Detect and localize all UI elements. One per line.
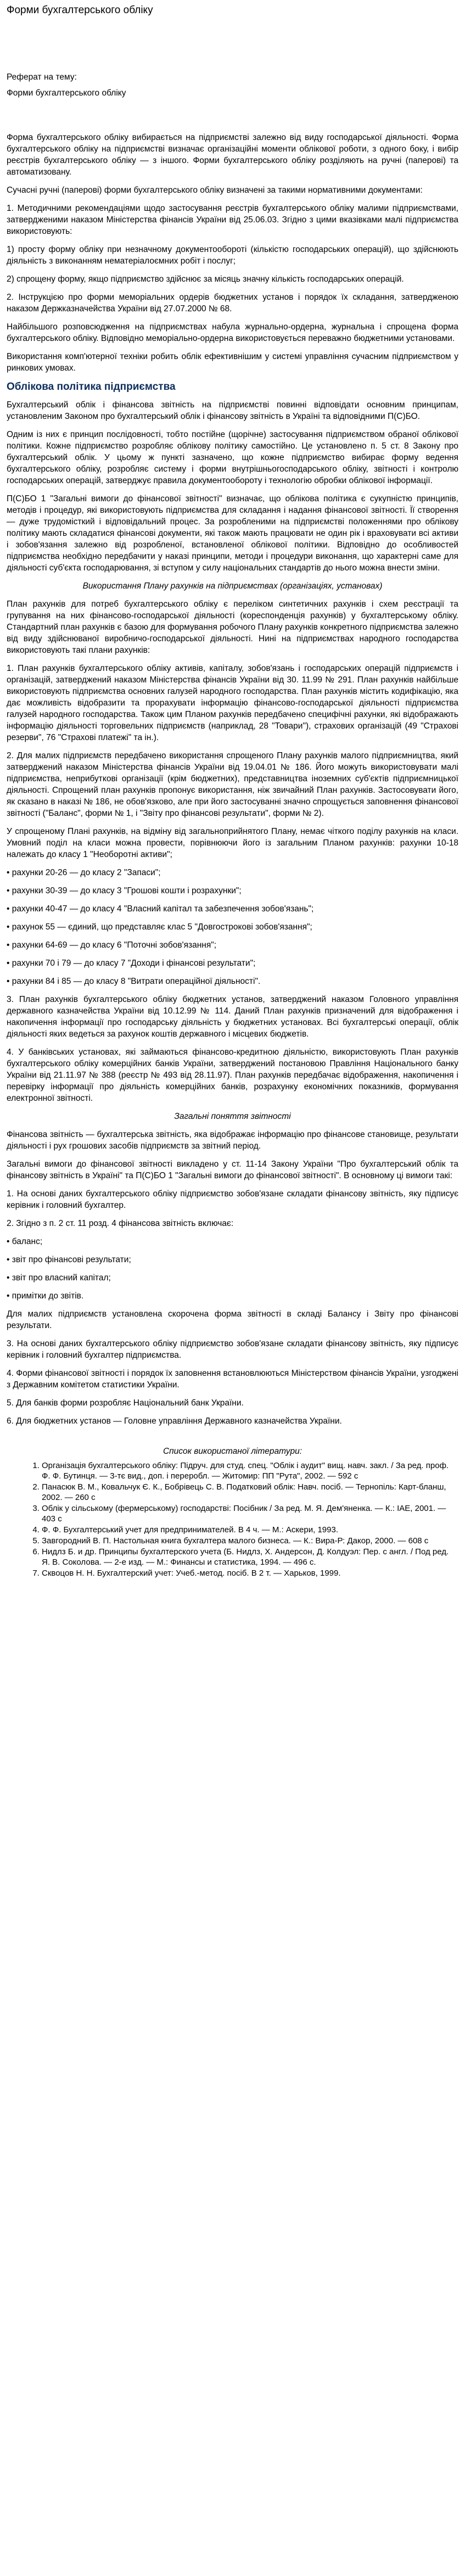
reference-item: 2. Панасюк В. М., Ковальчук Є. К., Бобрівець С. В. Податковий облік: Навч. посіб. — Тернопіль: Карт-бланш, 2002. — 260 с xyxy=(42,1482,458,1503)
paragraph: Загальні вимоги до фінансової звітності викладено у ст. 11-14 Закону України "Про бухгалтерський облік та фінансову звітність в Україні" та П(С)БО 1 "Загальні вимоги до фінансової звітності". В основному ці вимоги такі: xyxy=(7,1160,458,1180)
reference-item: 3. Облік у сільському (фермерському) господарстві: Посібник / За ред. М. Я. Дем'яненка. — К.: ІАЕ, 2001. — 403 с xyxy=(42,1503,458,1524)
document-page xyxy=(0,3,465,1590)
list-item: • рахунки 40-47 — до класу 4 "Власний капітал та забезпечення зобов'язань"; xyxy=(7,903,458,915)
paragraph: Фінансова звітність — бухгалтерська звітність, яка відображає інформацію про фінансове становище, результати діяльності і рух грошових засобів підприємств за звітний період. xyxy=(7,1130,458,1151)
list-item: • звіт про власний капітал; xyxy=(7,1272,458,1284)
report-components-list xyxy=(7,1236,458,1302)
references-heading: Список використаної літератури: xyxy=(163,1447,302,1456)
paragraph: П(С)БО 1 "Загальні вимоги до фінансової звітності" визначає, що облікова політика є сукупністю принципів, методів і процедур, які використовують підприємства для складання і надання фінансової звітності. Її створення — дуже трудомісткий і відповідальний процес. За розробленими на підприємстві положеннями про облікову політику мають складатися фінансові документи, які також мають працювати не один рік і враховувати всі активи і зобов'язання залежно від розробленої, встановленої облікової політики. Відповідно до особливостей підприємства необхідно передбачити у наказі принципи, методи і процедури виконання, що характерні саме для діяльності суб'єкта господарювання, зі вступом у силу національних стандартів до нього можна внести зміни. xyxy=(7,494,458,573)
paragraph: Сучасні ручні (паперові) форми бухгалтерського обліку визначені за такими нормативними документами: xyxy=(7,186,423,195)
intro-section xyxy=(7,132,458,374)
paragraph: 3. На основі даних бухгалтерського обліку підприємство зобов'язане складати фінансову звітність, яку підписує керівник і головний бухгалтер підприємства. xyxy=(7,1339,458,1360)
references-list xyxy=(7,1460,458,1578)
section-heading: Облікова політика підприємства xyxy=(7,381,176,393)
reference-item: 4. Ф. Ф. Бухгалтерський учет для предпринимателей. В 4 ч. — М.: Аскери, 1993. xyxy=(42,1525,458,1535)
chart-of-accounts-section xyxy=(7,598,458,1104)
paragraph: 6. Для бюджетних установ — Головне управління Державного казначейства України. xyxy=(7,1416,342,1426)
paragraph: 2. Інструкцією про форми меморіальних ордерів бюджетних установ і порядок їх складання, затвердженою наказом Держказначейства України від 27.07.2000 № 68. xyxy=(7,293,458,313)
paragraph: 5. Для банків форми розробляє Національний банк України. xyxy=(7,1398,244,1408)
list-item: • рахунок 55 — єдиний, що представляє клас 5 "Довгострокові зобов'язання"; xyxy=(7,921,458,933)
list-item: • рахунки 64-69 — до класу 6 "Поточні зобов'язання"; xyxy=(7,939,458,951)
paragraph: 1. План рахунків бухгалтерського обліку активів, капіталу, зобов'язань і господарських операцій підприємств і організацій, затверджений наказом Міністерства фінансів України від 30. 11.99 № 291. План рахунків найбільше використовують підприємства основних галузей народного господарства. План рахунків містить кодифікацію, яка дає можливість відобразити та прорахувати інформацію фінансово-господарської діяльності підприємства галузей народного господарства. Також цим Планом рахунків передбачено специфічні рахунки, які відображають інформацію діяльності торговельних підприємств (наприклад, 28 "Товари"), страхових організацій (49 "Страхові резерви", 76 "Страхові платежі" та ін.). xyxy=(7,664,458,742)
paragraph: Бухгалтерський облік і фінансова звітність на підприємстві повинні відповідати основним принципам, установленим Законом про бухгалтерський облік і фінансову звітність в Україні та відповідними П(С)БО. xyxy=(7,400,458,421)
reference-item: 6. Нидлз Б. и др. Принципы бухгалтерского учета (Б. Нидлз, Х. Андерсон, Д. Колдуэл: Пер. с англ. / Под ред. Я. В. Соколова. — 2-е изд. — М.: Финансы и статистика, 1994. — 496 с. xyxy=(42,1547,458,1567)
paragraph: 2. Згідно з п. 2 ст. 11 розд. 4 фінансова звітність включає: xyxy=(7,1219,234,1228)
subheading-reporting: Загальні поняття звітності xyxy=(174,1112,291,1121)
list-item: • баланс; xyxy=(7,1236,458,1247)
paragraph: 4. У банківських установах, які займаються фінансово-кредитною діяльністю, використовують План рахунків бухгалтерського обліку комерційних банків України, затверджений постановою Правління Національного банку України від 21.11.97 № 388 (реєстр № 493 від 28.11.97). План рахунків передбачає відображення, накопичення і перевірку інформації про діяльність комерційних банків, розрахунку економічних показників, формування електронної звітності. xyxy=(7,1048,458,1103)
paragraph: 3. План рахунків бухгалтерського обліку бюджетних установ, затверджений наказом Головного управління державного казначейства України від 10.12.99 № 114. Даний План рахунків призначений для відображення і накопичення інформації про господарську діяльність у бюджетних установах. Всі бухгалтерські операції, облік діяльності яких ведеться за рахунок коштів державного і місцевих бюджетів. xyxy=(7,995,458,1039)
paragraph: Форма бухгалтерського обліку вибирається на підприємстві залежно від виду господарської діяльності. Форма бухгалтерського обліку на підприємстві визначає організаційні моменти облікової роботи, з одного боку, і вибір реєстрів бухгалтерського обліку — з іншого. Форми бухгалтерського обліку розділяють на ручні (паперові) та автоматизовану. xyxy=(7,133,458,177)
reference-item: 7. Сквоцов Н. Н. Бухгалтерский учет: Учеб.-метод. посіб. В 2 т. — Харьков, 1999. xyxy=(42,1568,458,1578)
subheading-chart-of-accounts: Використання Плану рахунків на підприємствах (організаціях, установах) xyxy=(82,581,383,591)
paragraph: 2. Для малих підприємств передбачено використання спрощеного Плану рахунків малого підприємництва, який затверджений наказом Міністерства фінансів України від 19.04.01 № 186. Його можуть використовувати малі підприємства, неприбуткові організації (крім бюджетних), представництва іноземних суб'єктів підприємницької діяльності. Спрощений план рахунків пропонує використання, ніж звичайний План рахунків. Застосовувати його, як сказано в наказі № 186, не обов'язково, але при його застосуванні значно спрощується заповнення фінансової звітності ("Баланс", форми № 1, і "Звіту про фінансові результати", форми № 2). xyxy=(7,751,458,818)
paragraph: План рахунків для потреб бухгалтерського обліку є переліком синтетичних рахунків і схем реєстрації та групування на них фінансово-господарської діяльності (кореспонденція рахунків) у бухгалтерському обліку. Стандартний план рахунків є базою для формування робочого Плану рахунків конкретного підприємства залежно від виду здійснюваної виробничо-господарської діяльності. Нині на підприємствах народного господарства використовують такі плани рахунків: xyxy=(7,600,458,655)
paragraph: У спрощеному Плані рахунків, на відміну від загальноприйнятого Плану, немає чіткого поділу рахунків на класи. Умовний поділ на класи можна провести, порівнюючи його із загальним Планом рахунків: рахунки 10-18 належать до класу 1 "Необоротні активи"; xyxy=(7,827,458,859)
list-item: • звіт про фінансові результати; xyxy=(7,1254,458,1265)
list-item: • примітки до звітів. xyxy=(7,1290,458,1302)
account-class-list xyxy=(7,867,458,987)
reference-item: 5. Завгородний В. П. Настольная книга бухгалтера малого бизнеса. — К.: Вира-Р: Дакор, 2000. — 608 с xyxy=(42,1536,458,1546)
abstract-topic: Форми бухгалтерського обліку xyxy=(7,88,126,98)
list-item: • рахунки 70 і 79 — до класу 7 "Доходи і фінансові результати"; xyxy=(7,957,458,969)
list-item: • рахунки 30-39 — до класу 3 "Грошові кошти і розрахунки"; xyxy=(7,885,458,897)
paragraph: 1. Методичними рекомендаціями щодо застосування реєстрів бухгалтерського обліку малими підприємствами, затвердженими наказом Міністерства фінансів України від 25.06.03. Згідно з цими вказівками малі підприємства використовують: xyxy=(7,204,458,236)
abstract-label: Реферат на тему: xyxy=(7,72,77,82)
list-item: • рахунки 84 і 85 — до класу 8 "Витрати операційної діяльності". xyxy=(7,976,458,987)
paragraph: 4. Форми фінансової звітності і порядок їх заповнення встановлюються Міністерством фінансів України, узгоджені з Державним комітетом статистики України. xyxy=(7,1369,458,1390)
paragraph: 1) просту форму обліку при незначному документообороті (кількістю господарських операцій), що здійснюють діяльність з виконанням нематеріалоємних робіт і послуг; xyxy=(7,245,458,266)
paragraph: Для малих підприємств установлена скорочена форма звітності в складі Балансу і Звіту про фінансові результати. xyxy=(7,1309,458,1330)
reference-item: 1. Організація бухгалтерського обліку: Підруч. для студ. спец. "Облік і аудит" вищ. навч. закл. / За ред. проф. Ф. Ф. Бутинця. — 3-тє вид., доп. і переробл. — Житомир: ПП "Рута", 2002. — 592 с xyxy=(42,1460,458,1481)
paragraph: Одним із них є принцип послідовності, тобто постійне (щорічне) застосування підприємством обраної облікової політики. Кожне підприємство розробляє облікову політику самостійно. Це установлено п. 5 ст. 8 Закону про бухгалтерський облік. У цьому ж пункті зазначено, що кожне підприємство вибирає форму ведення бухгалтерського обліку, розробляє систему і форми внутрішньогосподарського обліку, звітності і контролю господарських операцій, затверджує правила документообороту і технологію обробки облікової інформації. xyxy=(7,430,458,485)
paragraph: 2) спрощену форму, якщо підприємство здійснює за місяць значну кількість господарських операцій. xyxy=(7,275,404,284)
paragraph: Використання комп'ютерної техніки робить облік ефективнішим у системі управління сучасним підприємством у ринкових умовах. xyxy=(7,352,458,373)
paragraph: Найбільшого розповсюдження на підприємствах набула журнально-ордерна, журнальна і спрощена форма бухгалтерського обліку. Відповідно меморіально-ордерна використовується переважно бюджетними установами. xyxy=(7,322,458,343)
paragraph: 1. На основі даних бухгалтерського обліку підприємство зобов'язане складати фінансову звітність, яку підписує керівник і головний бухгалтер. xyxy=(7,1189,458,1210)
reporting-section xyxy=(7,1129,458,1427)
list-item: • рахунки 20-26 — до класу 2 "Запаси"; xyxy=(7,867,458,878)
policy-section xyxy=(7,399,458,574)
page-title: Форми бухгалтерського обліку xyxy=(7,4,153,16)
